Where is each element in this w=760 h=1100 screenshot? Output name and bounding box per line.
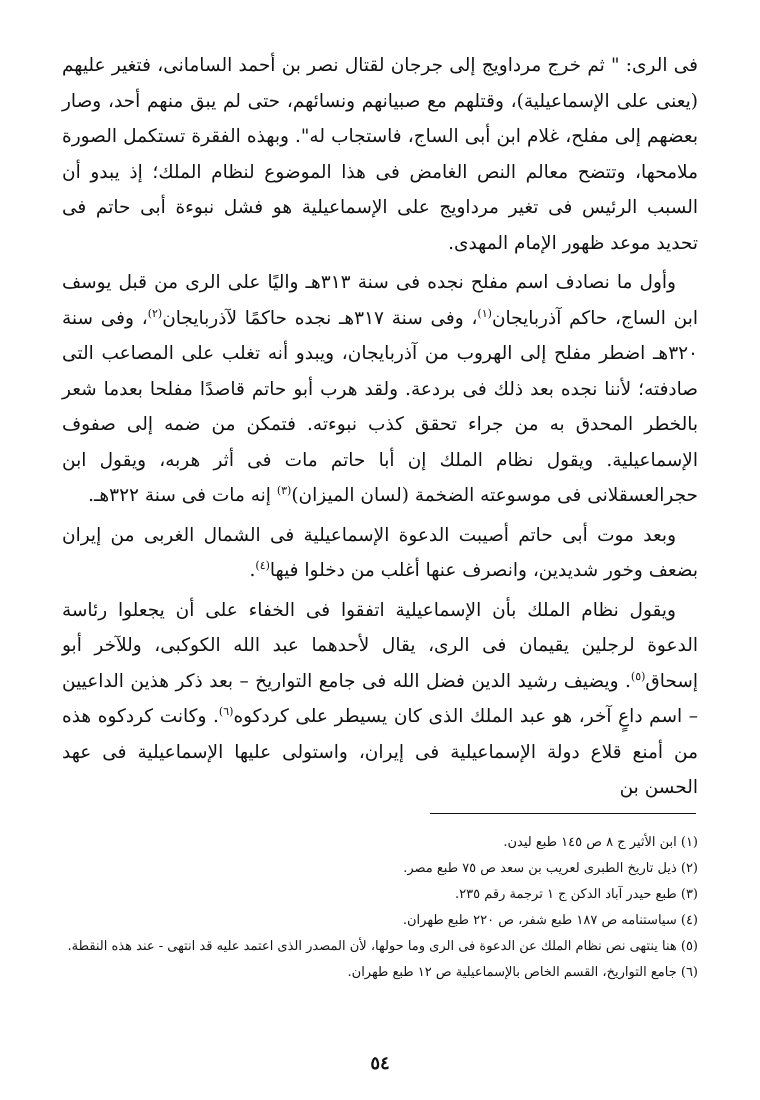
paragraph-2-part-3: ، وفى سنة ٣٢٠هـ اضطر مفلح إلى الهروب من آذربايجان، ويبدو أنه تغلب على المصاعب التى صادفته؛ لأننا نجده بعد ذلك فى بردعة. ولقد هرب أبو حاتم قاصدًا مفلحا بعدما شعر بالخطر المحدق به من جراء تحقق كذب نبوءته. فتمكن من ضمه إلى صفوف الإسماعيلية. ويقول نظام الملك إن أبا حاتم مات فى أثر هربه، ويقول ابن حجرالعسقلانى فى موسوعته الضخمة (لسان الميزان): [62, 307, 698, 506]
paragraph-2-part-2: ، وفى سنة ٣١٧هـ نجده حاكمًا لآذربايجان: [162, 307, 478, 329]
paragraph-2-part-4: إنه مات فى سنة ٣٢٢هـ.: [88, 485, 277, 506]
paragraph-1: فى الرى: " ثم خرج مرداويج إلى جرجان لقتال نصر بن أحمد السامانى، فتغير عليهم (يعنى على الإسماعيلية)، وقتلهم مع صبيانهم ونسائهم، حتى لم يبق منهم أحد، وصار بعضهم إلى مفلح، غلام ابن أبى الساج، فاستجاب له". وبهذه الفقرة تستكمل الصورة ملامحها، وتتضح معالم النص الغامض فى هذا الموضوع لنظام الملك؛ إذ يبدو أن السبب الرئيس فى تغير مرداويج على الإسماعيلية هو فشل نبوءة أبى حاتم فى تحديد موعد ظهور الإمام المهدى.: [62, 55, 698, 254]
footnote-divider: [430, 813, 696, 814]
footnote-6: (٦) جامع التواريخ، القسم الخاص بالإسماعيلية ص ١٢ طبع طهران.: [347, 965, 698, 980]
footnote-ref-4: (٤): [255, 558, 270, 572]
footnote-4: (٤) سياستنامه ص ١٨٧ طبع شفر، ص ٢٢٠ طبع طهران.: [402, 913, 698, 928]
page-number: ٥٤: [370, 1053, 390, 1074]
footnote-5: (٥) هنا ينتهى نص نظام الملك عن الدعوة فى الرى وما حولها، لأن المصدر الذى اعتمد عليه قد انتهى - عند هذه النقطة.: [67, 939, 698, 954]
body-text: [62, 48, 698, 806]
paragraph-4-part-1: ويقول نظام الملك بأن الإسماعيلية اتفقوا فى الخفاء على أن يجعلوا رئاسة الدعوة لرجلين يقيمان فى الرى، يقال لأحدهما عبد الله الكوكبى، وللآخر أبو إسحاق: [62, 599, 698, 692]
footnote-ref-2: (٢): [147, 306, 163, 320]
paragraph-3: [62, 518, 698, 589]
footnote-ref-3: (٣): [276, 483, 292, 497]
footnote-3: (٣) طبع حيدر آباد الدكن ج ١ ترجمة رقم ٢٣٥.: [455, 887, 698, 902]
paragraph-3-part-2: .: [249, 560, 256, 581]
footnotes: [62, 830, 698, 986]
paragraph-4-part-2: . ويضيف رشيد الدين فضل الله فى جامع التواريخ – بعد ذكر هذين الداعيين – اسم داعٍ آخر، هو عبد الملك الذى كان يسيطر على كردكوه: [62, 670, 699, 727]
paragraph-3-part-1: وبعد موت أبى حاتم أصيبت الدعوة الإسماعيلية فى الشمال الغربى من إيران بضعف وخور شديدين، وانصرف عنها أغلب من دخلوا فيها: [62, 524, 698, 581]
paragraph-2: [62, 265, 698, 514]
paragraph-4-part-3: . وكانت كردكوه هذه من أمنع قلاع دولة الإسماعيلية فى إيران، واستولى عليها الإسماعيلية فى عهد الحسن بن: [62, 706, 698, 798]
footnote-ref-5: (٥): [630, 669, 646, 683]
footnote-ref-1: (١): [477, 306, 492, 320]
paragraph-2-part-1: وأول ما نصادف اسم مفلح نجده فى سنة ٣١٣هـ واليًا على الرى من قبل يوسف ابن الساج، حاكم آذربايجان: [62, 272, 699, 329]
paragraph-4: [62, 593, 698, 806]
footnote-2: (٢) ذيل تاريخ الطبرى لعريب بن سعد ص ٧٥ طبع مصر.: [403, 861, 698, 876]
footnote-ref-6: (٦): [218, 704, 234, 718]
footnote-1: (١) ابن الأثير ج ٨ ص ١٤٥ طبع ليدن.: [503, 835, 698, 850]
